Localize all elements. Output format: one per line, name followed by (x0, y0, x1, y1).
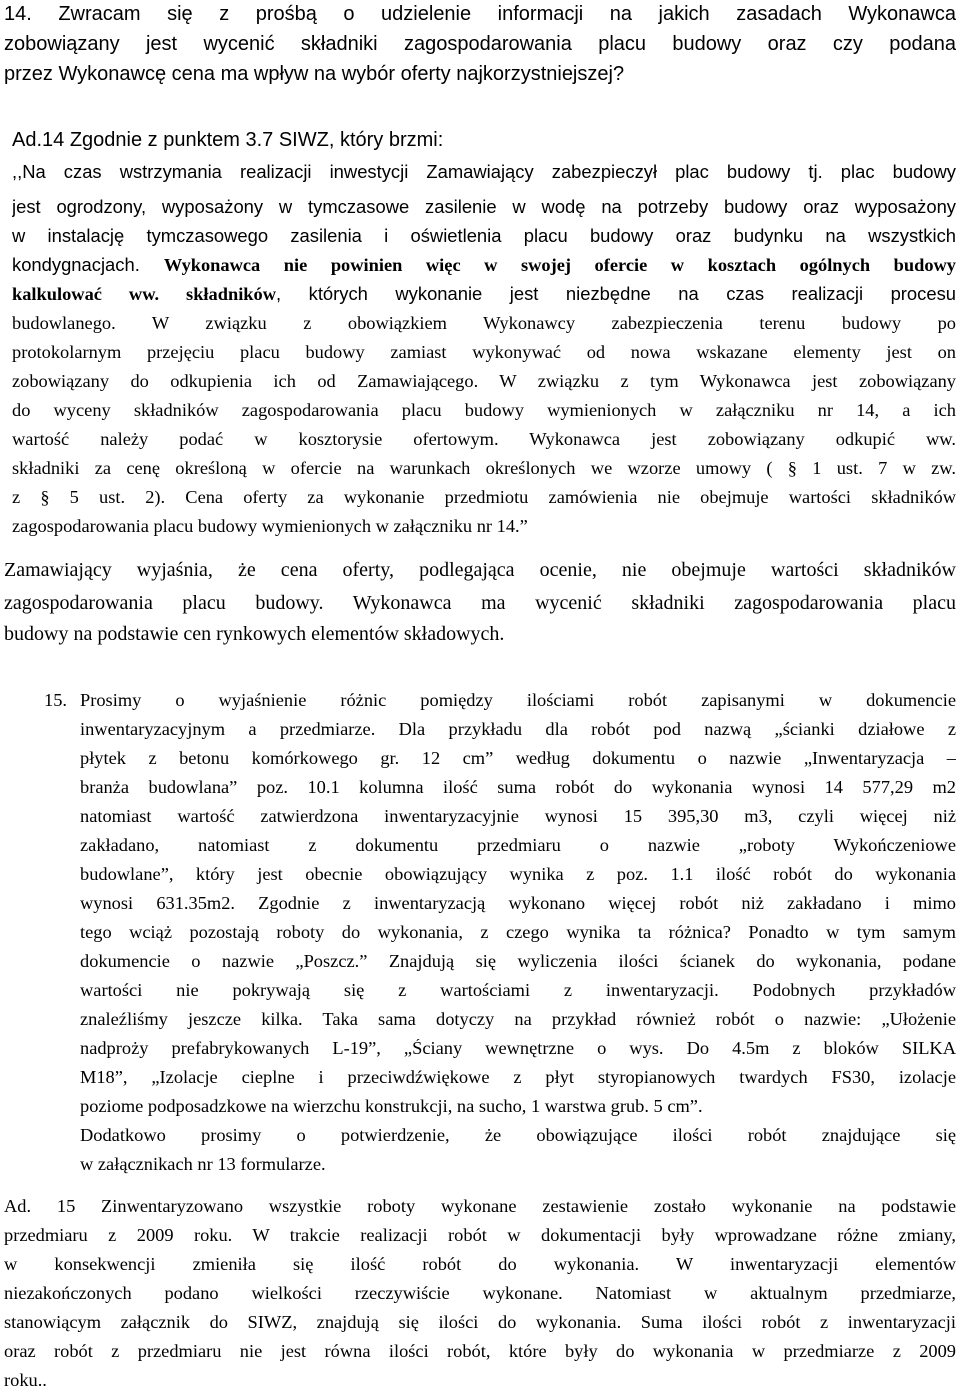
a14-quote-line-4a: kondygnacjach. (12, 256, 164, 275)
a14-explanation-line-2: zagospodarowania placu budowy. Wykonawca ma wycenić składniki zagospodarowania placu (4, 593, 956, 614)
q15-line-13: nadproży prefabrykowanych L-19”, „Ściany wewnętrzne o wys. Do 4.5m z bloków SILKA (80, 1039, 956, 1058)
q15-line-2: inwentaryzacyjnym a przedmiarze. Dla przykładu dla robót pod nazwą „ścianki działowe z (80, 720, 956, 739)
a14-quote-line-3: w instalację tymczasowego zasilenia i oświetlenia placu budowy oraz budynku na wszystkich (12, 227, 956, 246)
a14-quote-line-2: jest ogrodzony, wyposażony w tymczasowe zasilenie w wodę na potrzeby budowy oraz wyposażony (12, 198, 956, 217)
q15-line-4: branża budowlana” poz. 10.1 kolumna ilość suma robót do wykonania wynosi 14 577,29 m2 (80, 778, 956, 797)
q15-line-15: poziome podposadzkowe na wierzchu konstrukcji, na sucho, 1 warstwa grub. 5 cm”. (80, 1096, 703, 1116)
a15-line-4: niezakończonych podano wielkości rzeczywiście wykonane. Natomiast w aktualnym przedmiarze, (4, 1284, 956, 1303)
q15-line-16: Dodatkowo prosimy o potwierdzenie, że obowiązujące ilości robót znajdujące się (80, 1126, 956, 1145)
a14-quote-line-8: zobowiązany do odkupienia ich od Zamawiającego. W związku z tym Wykonawca jest zobowiązany (12, 372, 956, 391)
a14-quote-line-7: protokolarnym przejęciu placu budowy zamiast wykonywać od nowa wskazane elementy jest on (12, 343, 956, 362)
a14-quote-line-5a: kalkulować ww. składników (12, 285, 277, 304)
a14-explanation-line-1: Zamawiający wyjaśnia, że cena oferty, podlegająca ocenie, nie obejmuje wartości składników (4, 560, 956, 581)
q15-line-1: Prosimy o wyjaśnienie różnic pomiędzy ilościami robót zapisanymi w dokumencie (80, 691, 956, 710)
a15-line-7: roku.. (4, 1370, 47, 1390)
q15-line-11: wartości nie pokrywają się z wartościami z inwentaryzacji. Podobnych przykładów (80, 981, 956, 1000)
q15-line-17: w załącznikach nr 13 formularze. (80, 1154, 326, 1174)
q15-line-14: M18”, „Izolacje cieplne i przeciwdźwiękowe z płyt styropianowych twardych FS30, izolacje (80, 1068, 956, 1087)
q15-line-5: natomiast wartość zatwierdzona inwentaryzacyjnie wynosi 15 395,30 m3, czyli więcej niż (80, 807, 956, 826)
q15-line-3: płytek z betonu komórkowego gr. 12 cm” według dokumentu o nazwie „Inwentaryzacja – (80, 749, 956, 768)
a14-quote-line-12: z § 5 ust. 2). Cena oferty za wykonanie przedmiotu zamówienia nie obejmuje wartości składników (12, 488, 956, 507)
q15-line-10: dokumencie o nazwie „Poszcz.” Znajdują się wyliczenia ilości ścianek do wykonania, podane (80, 952, 956, 971)
q14-line-3: przez Wykonawcę cena ma wpływ na wybór oferty najkorzystniejszej? (4, 63, 625, 85)
a14-quote-line-11: składniki za cenę określoną w ofercie na warunkach określonych we wzorze umowy ( § 1 ust. 7 w zw. (12, 459, 956, 478)
q15-number: 15. (44, 690, 67, 710)
a14-quote-line-13: zagospodarowania placu budowy wymienionych w załączniku nr 14.” (12, 516, 528, 536)
a15-line-2: przedmiaru z 2009 roku. W trakcie realizacji robót w dokumentacji były wprowadzane różne zmiany, (4, 1226, 956, 1245)
a14-explanation-line-3: budowy na podstawie cen rynkowych elementów składowych. (4, 623, 505, 645)
q15-line-8: wynosi 631.35m2. Zgodnie z inwentaryzacją wykonano więcej robót niż zakładano i mimo (80, 894, 956, 913)
a14-quote-line-9: do wyceny składników zagospodarowania placu budowy wymienionych w załączniku nr 14, a ich (12, 401, 956, 420)
q14-line-2: zobowiązany jest wycenić składniki zagospodarowania placu budowy oraz czy podana (4, 34, 956, 55)
a14-quote-line-4 (12, 256, 956, 282)
q15-line-7: budowlane”, który jest obecnie obowiązujący wynika z poz. 1.1 ilość robót do wykonania (80, 865, 956, 884)
a14-quote-line-4b: Wykonawca nie powinien więc w swojej ofercie w kosztach ogólnych budowy (163, 256, 956, 275)
a15-line-1: Ad. 15 Zinwentaryzowano wszystkie roboty wykonane zestawienie zostało wykonanie na podstawie (4, 1197, 956, 1216)
a14-quote-line-5 (12, 285, 956, 311)
q15-line-12: znaleźliśmy jeszcze kilka. Taka sama dotyczy na przykład również robót o nazwie: „Ułożenie (80, 1010, 956, 1029)
q14-line-1: 14. Zwracam się z prośbą o udzielenie informacji na jakich zasadach Wykonawca (4, 4, 956, 25)
a15-line-5: stanowiącym załącznik do SIWZ, znajdują się ilości do wykonania. Suma ilości robót z inwentaryzacji (4, 1313, 956, 1332)
q15-line-6: zakładano, natomiast z dokumentu przedmiaru o nazwie „roboty Wykończeniowe (80, 836, 956, 855)
a14-quote-line-1: ,,Na czas wstrzymania realizacji inwestycji Zamawiający zabezpieczył plac budowy tj. plac budowy (12, 163, 956, 182)
a14-heading: Ad.14 Zgodnie z punktem 3.7 SIWZ, który brzmi: (12, 129, 444, 151)
a14-quote-line-10: wartość należy podać w kosztorysie ofertowym. Wykonawca jest zobowiązany odkupić ww. (12, 430, 956, 449)
q15-line-9: tego wciąż pozostają roboty do wykonania, z czego wynika ta różnica? Ponadto w tym samym (80, 923, 956, 942)
a15-line-6: oraz robót z przedmiaru nie jest równa ilości robót, które były do wykonania w przedmiarze z 2009 (4, 1342, 956, 1361)
a14-quote-line-5b: , których wykonanie jest niezbędne na czas realizacji procesu (276, 285, 956, 304)
a15-line-3: w konsekwencji zmieniła się ilość robót do wykonania. W inwentaryzacji elementów (4, 1255, 956, 1274)
a14-quote-line-6: budowlanego. W związku z obowiązkiem Wykonawcy zabezpieczenia terenu budowy po (12, 314, 956, 333)
